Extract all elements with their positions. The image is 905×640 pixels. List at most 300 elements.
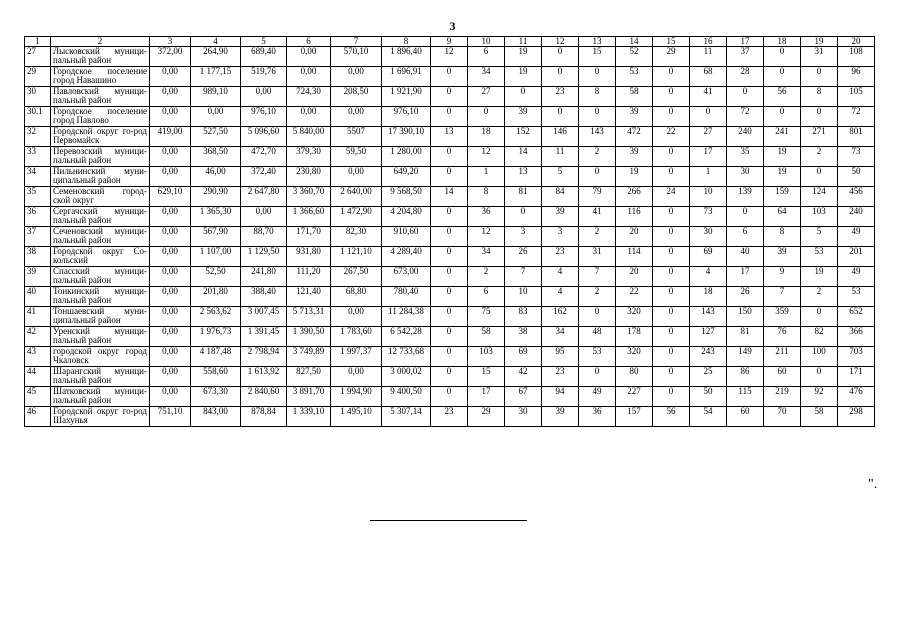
value-cell: 23 <box>542 367 579 387</box>
value-cell: 1 129,50 <box>241 247 287 267</box>
column-header: 8 <box>382 37 431 47</box>
value-cell: 20 <box>616 267 653 287</box>
table-row <box>25 407 875 427</box>
value-cell: 15 <box>579 47 616 67</box>
column-header: 19 <box>801 37 838 47</box>
value-cell: 8 <box>579 87 616 107</box>
value-cell: 27 <box>468 87 505 107</box>
value-cell: 8 <box>764 227 801 247</box>
value-cell: 26 <box>505 247 542 267</box>
value-cell: 68 <box>690 67 727 87</box>
value-cell: 11 <box>542 147 579 167</box>
column-header: 17 <box>727 37 764 47</box>
value-cell: 41 <box>579 207 616 227</box>
value-cell: 0,00 <box>150 387 191 407</box>
value-cell: 0 <box>653 207 690 227</box>
value-cell: 162 <box>542 307 579 327</box>
municipality-name-cell: Тоншаевский муни-ципальный район <box>51 307 150 327</box>
column-header: 5 <box>241 37 287 47</box>
value-cell: 267,50 <box>331 267 382 287</box>
value-cell: 1 339,10 <box>287 407 331 427</box>
value-cell: 240 <box>838 207 875 227</box>
value-cell: 9 400,50 <box>382 387 431 407</box>
value-cell: 0,00 <box>150 107 191 127</box>
value-cell: 0,00 <box>331 67 382 87</box>
value-cell: 17 <box>468 387 505 407</box>
value-cell: 976,10 <box>382 107 431 127</box>
value-cell: 0,00 <box>150 327 191 347</box>
value-cell: 227 <box>616 387 653 407</box>
row-number-cell: 27 <box>25 47 51 67</box>
value-cell: 11 <box>690 47 727 67</box>
value-cell: 76 <box>764 327 801 347</box>
column-header: 1 <box>25 37 51 47</box>
value-cell: 143 <box>690 307 727 327</box>
municipality-name-cell: Сергачский муници-пальный район <box>51 207 150 227</box>
value-cell: 115 <box>727 387 764 407</box>
value-cell: 801 <box>838 127 875 147</box>
value-cell: 40 <box>727 247 764 267</box>
value-cell: 52 <box>616 47 653 67</box>
value-cell: 2 <box>579 227 616 247</box>
value-cell: 0,00 <box>241 207 287 227</box>
value-cell: 114 <box>616 247 653 267</box>
value-cell: 34 <box>542 327 579 347</box>
table-row <box>25 167 875 187</box>
value-cell: 1 921,90 <box>382 87 431 107</box>
municipality-name-cell: городской округ город Чкаловск <box>51 347 150 367</box>
value-cell: 476 <box>838 387 875 407</box>
value-cell: 4 <box>542 287 579 307</box>
value-cell: 0 <box>653 307 690 327</box>
value-cell: 0 <box>431 367 468 387</box>
table-row <box>25 227 875 247</box>
value-cell: 39 <box>505 107 542 127</box>
value-cell: 5507 <box>331 127 382 147</box>
value-cell: 240 <box>727 127 764 147</box>
value-cell: 20 <box>616 227 653 247</box>
value-cell: 379,30 <box>287 147 331 167</box>
value-cell: 73 <box>838 147 875 167</box>
value-cell: 878,84 <box>241 407 287 427</box>
value-cell: 53 <box>801 247 838 267</box>
value-cell: 100 <box>801 347 838 367</box>
column-header: 14 <box>616 37 653 47</box>
value-cell: 69 <box>505 347 542 367</box>
row-number-cell: 32 <box>25 127 51 147</box>
value-cell: 67 <box>505 387 542 407</box>
value-cell: 7 <box>505 267 542 287</box>
value-cell: 1 472,90 <box>331 207 382 227</box>
value-cell: 49 <box>838 267 875 287</box>
value-cell: 0,00 <box>150 167 191 187</box>
value-cell: 290,90 <box>191 187 241 207</box>
value-cell: 28 <box>727 67 764 87</box>
value-cell: 0,00 <box>331 167 382 187</box>
value-cell: 5 <box>801 227 838 247</box>
value-cell: 34 <box>468 67 505 87</box>
value-cell: 0 <box>468 107 505 127</box>
value-cell: 0 <box>431 347 468 367</box>
value-cell: 9 568,50 <box>382 187 431 207</box>
value-cell: 0 <box>801 167 838 187</box>
value-cell: 143 <box>579 127 616 147</box>
value-cell: 103 <box>468 347 505 367</box>
value-cell: 0 <box>653 67 690 87</box>
value-cell: 60 <box>764 367 801 387</box>
value-cell: 86 <box>727 367 764 387</box>
value-cell: 103 <box>801 207 838 227</box>
value-cell: 0 <box>431 147 468 167</box>
value-cell: 5 713,31 <box>287 307 331 327</box>
municipality-name-cell: Шарангский муници-пальный район <box>51 367 150 387</box>
value-cell: 472,70 <box>241 147 287 167</box>
value-cell: 68,80 <box>331 287 382 307</box>
row-number-cell: 39 <box>25 267 51 287</box>
value-cell: 6 <box>468 287 505 307</box>
municipality-name-cell: Городской округ Со-кольский <box>51 247 150 267</box>
municipality-name-cell: Городской округ го-род Шахунья <box>51 407 150 427</box>
value-cell: 0 <box>690 107 727 127</box>
value-cell: 0 <box>653 247 690 267</box>
value-cell: 14 <box>431 187 468 207</box>
value-cell: 82 <box>801 327 838 347</box>
table-row <box>25 287 875 307</box>
value-cell: 39 <box>616 107 653 127</box>
value-cell: 527,50 <box>191 127 241 147</box>
value-cell: 53 <box>838 287 875 307</box>
value-cell: 1 390,50 <box>287 327 331 347</box>
value-cell: 320 <box>616 307 653 327</box>
value-cell: 19 <box>505 47 542 67</box>
value-cell: 58 <box>616 87 653 107</box>
value-cell: 171 <box>838 367 875 387</box>
row-number-cell: 41 <box>25 307 51 327</box>
value-cell: 8 <box>801 87 838 107</box>
value-cell: 53 <box>616 67 653 87</box>
value-cell: 4 204,80 <box>382 207 431 227</box>
value-cell: 0,00 <box>150 267 191 287</box>
value-cell: 1 280,00 <box>382 147 431 167</box>
value-cell: 23 <box>542 247 579 267</box>
value-cell: 976,10 <box>241 107 287 127</box>
value-cell: 105 <box>838 87 875 107</box>
column-header: 11 <box>505 37 542 47</box>
municipality-name-cell: Сеченовский муници-пальный район <box>51 227 150 247</box>
value-cell: 83 <box>505 307 542 327</box>
value-cell: 81 <box>505 187 542 207</box>
value-cell: 0 <box>579 167 616 187</box>
value-cell: 6 <box>727 227 764 247</box>
value-cell: 4 289,40 <box>382 247 431 267</box>
row-number-cell: 40 <box>25 287 51 307</box>
value-cell: 108 <box>838 47 875 67</box>
table-row <box>25 367 875 387</box>
value-cell: 80 <box>616 367 653 387</box>
value-cell: 0,00 <box>150 67 191 87</box>
value-cell: 211 <box>764 347 801 367</box>
value-cell: 48 <box>579 327 616 347</box>
value-cell: 39 <box>764 247 801 267</box>
value-cell: 456 <box>838 187 875 207</box>
value-cell: 3 360,70 <box>287 187 331 207</box>
municipality-name-cell: Семеновский город-ской округ <box>51 187 150 207</box>
value-cell: 56 <box>653 407 690 427</box>
value-cell: 0,00 <box>287 67 331 87</box>
value-cell: 1 613,92 <box>241 367 287 387</box>
page-number: 3 <box>449 19 456 33</box>
value-cell: 111,20 <box>287 267 331 287</box>
value-cell: 157 <box>616 407 653 427</box>
value-cell: 0 <box>542 67 579 87</box>
value-cell: 69 <box>690 247 727 267</box>
value-cell: 0 <box>653 347 690 367</box>
value-cell: 11 284,38 <box>382 307 431 327</box>
header-row <box>25 37 875 47</box>
value-cell: 1 107,00 <box>191 247 241 267</box>
value-cell: 146 <box>542 127 579 147</box>
value-cell: 5 096,60 <box>241 127 287 147</box>
value-cell: 30 <box>690 227 727 247</box>
value-cell: 1 365,30 <box>191 207 241 227</box>
value-cell: 0 <box>764 47 801 67</box>
value-cell: 0 <box>653 287 690 307</box>
value-cell: 0 <box>431 227 468 247</box>
value-cell: 25 <box>690 367 727 387</box>
value-cell: 35 <box>727 147 764 167</box>
column-header: 10 <box>468 37 505 47</box>
value-cell: 14 <box>505 147 542 167</box>
table-row <box>25 67 875 87</box>
value-cell: 0 <box>542 47 579 67</box>
value-cell: 72 <box>838 107 875 127</box>
value-cell: 0 <box>579 67 616 87</box>
value-cell: 910,60 <box>382 227 431 247</box>
value-cell: 0 <box>653 107 690 127</box>
table-row <box>25 267 875 287</box>
value-cell: 0 <box>653 267 690 287</box>
value-cell: 931,80 <box>287 247 331 267</box>
value-cell: 703 <box>838 347 875 367</box>
value-cell: 3 749,89 <box>287 347 331 367</box>
value-cell: 82,30 <box>331 227 382 247</box>
column-header: 16 <box>690 37 727 47</box>
value-cell: 139 <box>727 187 764 207</box>
value-cell: 1 997,37 <box>331 347 382 367</box>
value-cell: 116 <box>616 207 653 227</box>
value-cell: 13 <box>505 167 542 187</box>
table-row <box>25 327 875 347</box>
value-cell: 19 <box>764 167 801 187</box>
value-cell: 0 <box>653 367 690 387</box>
value-cell: 95 <box>542 347 579 367</box>
table-row <box>25 107 875 127</box>
value-cell: 22 <box>616 287 653 307</box>
value-cell: 64 <box>764 207 801 227</box>
municipality-name-cell: Спасский муници-пальный район <box>51 267 150 287</box>
data-table <box>24 36 875 427</box>
value-cell: 12 733,68 <box>382 347 431 367</box>
value-cell: 201 <box>838 247 875 267</box>
value-cell: 0,00 <box>150 287 191 307</box>
value-cell: 39 <box>616 147 653 167</box>
value-cell: 0,00 <box>241 87 287 107</box>
value-cell: 49 <box>838 227 875 247</box>
value-cell: 59,50 <box>331 147 382 167</box>
value-cell: 751,10 <box>150 407 191 427</box>
value-cell: 22 <box>653 127 690 147</box>
row-number-cell: 35 <box>25 187 51 207</box>
value-cell: 60 <box>727 407 764 427</box>
value-cell: 241 <box>764 127 801 147</box>
value-cell: 121,40 <box>287 287 331 307</box>
value-cell: 0 <box>505 207 542 227</box>
value-cell: 0 <box>579 367 616 387</box>
value-cell: 567,90 <box>191 227 241 247</box>
value-cell: 3 891,70 <box>287 387 331 407</box>
value-cell: 1 994,90 <box>331 387 382 407</box>
table-row <box>25 147 875 167</box>
value-cell: 34 <box>468 247 505 267</box>
value-cell: 58 <box>468 327 505 347</box>
value-cell: 1 391,45 <box>241 327 287 347</box>
value-cell: 472 <box>616 127 653 147</box>
value-cell: 70 <box>764 407 801 427</box>
value-cell: 3 007,45 <box>241 307 287 327</box>
value-cell: 1 <box>690 167 727 187</box>
value-cell: 570,10 <box>331 47 382 67</box>
column-header: 13 <box>579 37 616 47</box>
value-cell: 2 840,60 <box>241 387 287 407</box>
value-cell: 652 <box>838 307 875 327</box>
municipality-name-cell: Городское поселение город Навашино <box>51 67 150 87</box>
value-cell: 152 <box>505 127 542 147</box>
value-cell: 0 <box>764 67 801 87</box>
row-number-cell: 30 <box>25 87 51 107</box>
value-cell: 73 <box>690 207 727 227</box>
value-cell: 372,00 <box>150 47 191 67</box>
value-cell: 31 <box>801 47 838 67</box>
value-cell: 10 <box>505 287 542 307</box>
table-row <box>25 47 875 67</box>
value-cell: 24 <box>653 187 690 207</box>
column-header: 9 <box>431 37 468 47</box>
value-cell: 127 <box>690 327 727 347</box>
value-cell: 37 <box>727 47 764 67</box>
value-cell: 0 <box>431 67 468 87</box>
value-cell: 50 <box>838 167 875 187</box>
value-cell: 2 640,00 <box>331 187 382 207</box>
row-number-cell: 34 <box>25 167 51 187</box>
closing-quote: ". <box>868 477 878 492</box>
value-cell: 3 <box>505 227 542 247</box>
value-cell: 271 <box>801 127 838 147</box>
value-cell: 17 <box>690 147 727 167</box>
value-cell: 0 <box>801 67 838 87</box>
municipality-name-cell: Шатковский муници-пальный район <box>51 387 150 407</box>
value-cell: 243 <box>690 347 727 367</box>
table-row <box>25 247 875 267</box>
table-row <box>25 87 875 107</box>
value-cell: 17 <box>727 267 764 287</box>
value-cell: 46,00 <box>191 167 241 187</box>
municipality-name-cell: Городской округ го-род Первомайск <box>51 127 150 147</box>
value-cell: 29 <box>653 47 690 67</box>
value-cell: 1 696,91 <box>382 67 431 87</box>
table-body <box>25 47 875 427</box>
value-cell: 0,00 <box>331 367 382 387</box>
divider-line <box>370 520 527 521</box>
value-cell: 372,40 <box>241 167 287 187</box>
value-cell: 0 <box>505 87 542 107</box>
value-cell: 0 <box>801 307 838 327</box>
value-cell: 0,00 <box>150 367 191 387</box>
value-cell: 19 <box>764 147 801 167</box>
value-cell: 230,80 <box>287 167 331 187</box>
value-cell: 96 <box>838 67 875 87</box>
value-cell: 649,20 <box>382 167 431 187</box>
value-cell: 368,50 <box>191 147 241 167</box>
municipality-name-cell: Тонкинский муници-пальный район <box>51 287 150 307</box>
table-header <box>25 37 875 47</box>
value-cell: 0 <box>579 307 616 327</box>
value-cell: 72 <box>727 107 764 127</box>
value-cell: 266 <box>616 187 653 207</box>
value-cell: 29 <box>468 407 505 427</box>
value-cell: 79 <box>579 187 616 207</box>
value-cell: 149 <box>727 347 764 367</box>
row-number-cell: 46 <box>25 407 51 427</box>
value-cell: 54 <box>690 407 727 427</box>
value-cell: 56 <box>764 87 801 107</box>
value-cell: 5 307,14 <box>382 407 431 427</box>
value-cell: 0 <box>653 327 690 347</box>
value-cell: 52,50 <box>191 267 241 287</box>
value-cell: 12 <box>468 227 505 247</box>
value-cell: 124 <box>801 187 838 207</box>
value-cell: 18 <box>468 127 505 147</box>
value-cell: 12 <box>431 47 468 67</box>
value-cell: 0,00 <box>331 107 382 127</box>
value-cell: 780,40 <box>382 287 431 307</box>
value-cell: 558,60 <box>191 367 241 387</box>
value-cell: 2 <box>801 147 838 167</box>
row-number-cell: 36 <box>25 207 51 227</box>
value-cell: 843,00 <box>191 407 241 427</box>
column-header: 3 <box>150 37 191 47</box>
value-cell: 2 563,62 <box>191 307 241 327</box>
value-cell: 0,00 <box>150 207 191 227</box>
municipality-name-cell: Городское поселение город Павлово <box>51 107 150 127</box>
column-header: 4 <box>191 37 241 47</box>
value-cell: 49 <box>579 387 616 407</box>
column-header: 18 <box>764 37 801 47</box>
value-cell: 0 <box>579 107 616 127</box>
value-cell: 6 542,28 <box>382 327 431 347</box>
value-cell: 0,00 <box>150 87 191 107</box>
value-cell: 0,00 <box>150 247 191 267</box>
value-cell: 827,50 <box>287 367 331 387</box>
value-cell: 1 121,10 <box>331 247 382 267</box>
value-cell: 629,10 <box>150 187 191 207</box>
value-cell: 27 <box>690 127 727 147</box>
value-cell: 13 <box>431 127 468 147</box>
value-cell: 1 177,15 <box>191 67 241 87</box>
value-cell: 0 <box>431 247 468 267</box>
value-cell: 7 <box>579 267 616 287</box>
value-cell: 0,00 <box>191 107 241 127</box>
table-row <box>25 127 875 147</box>
